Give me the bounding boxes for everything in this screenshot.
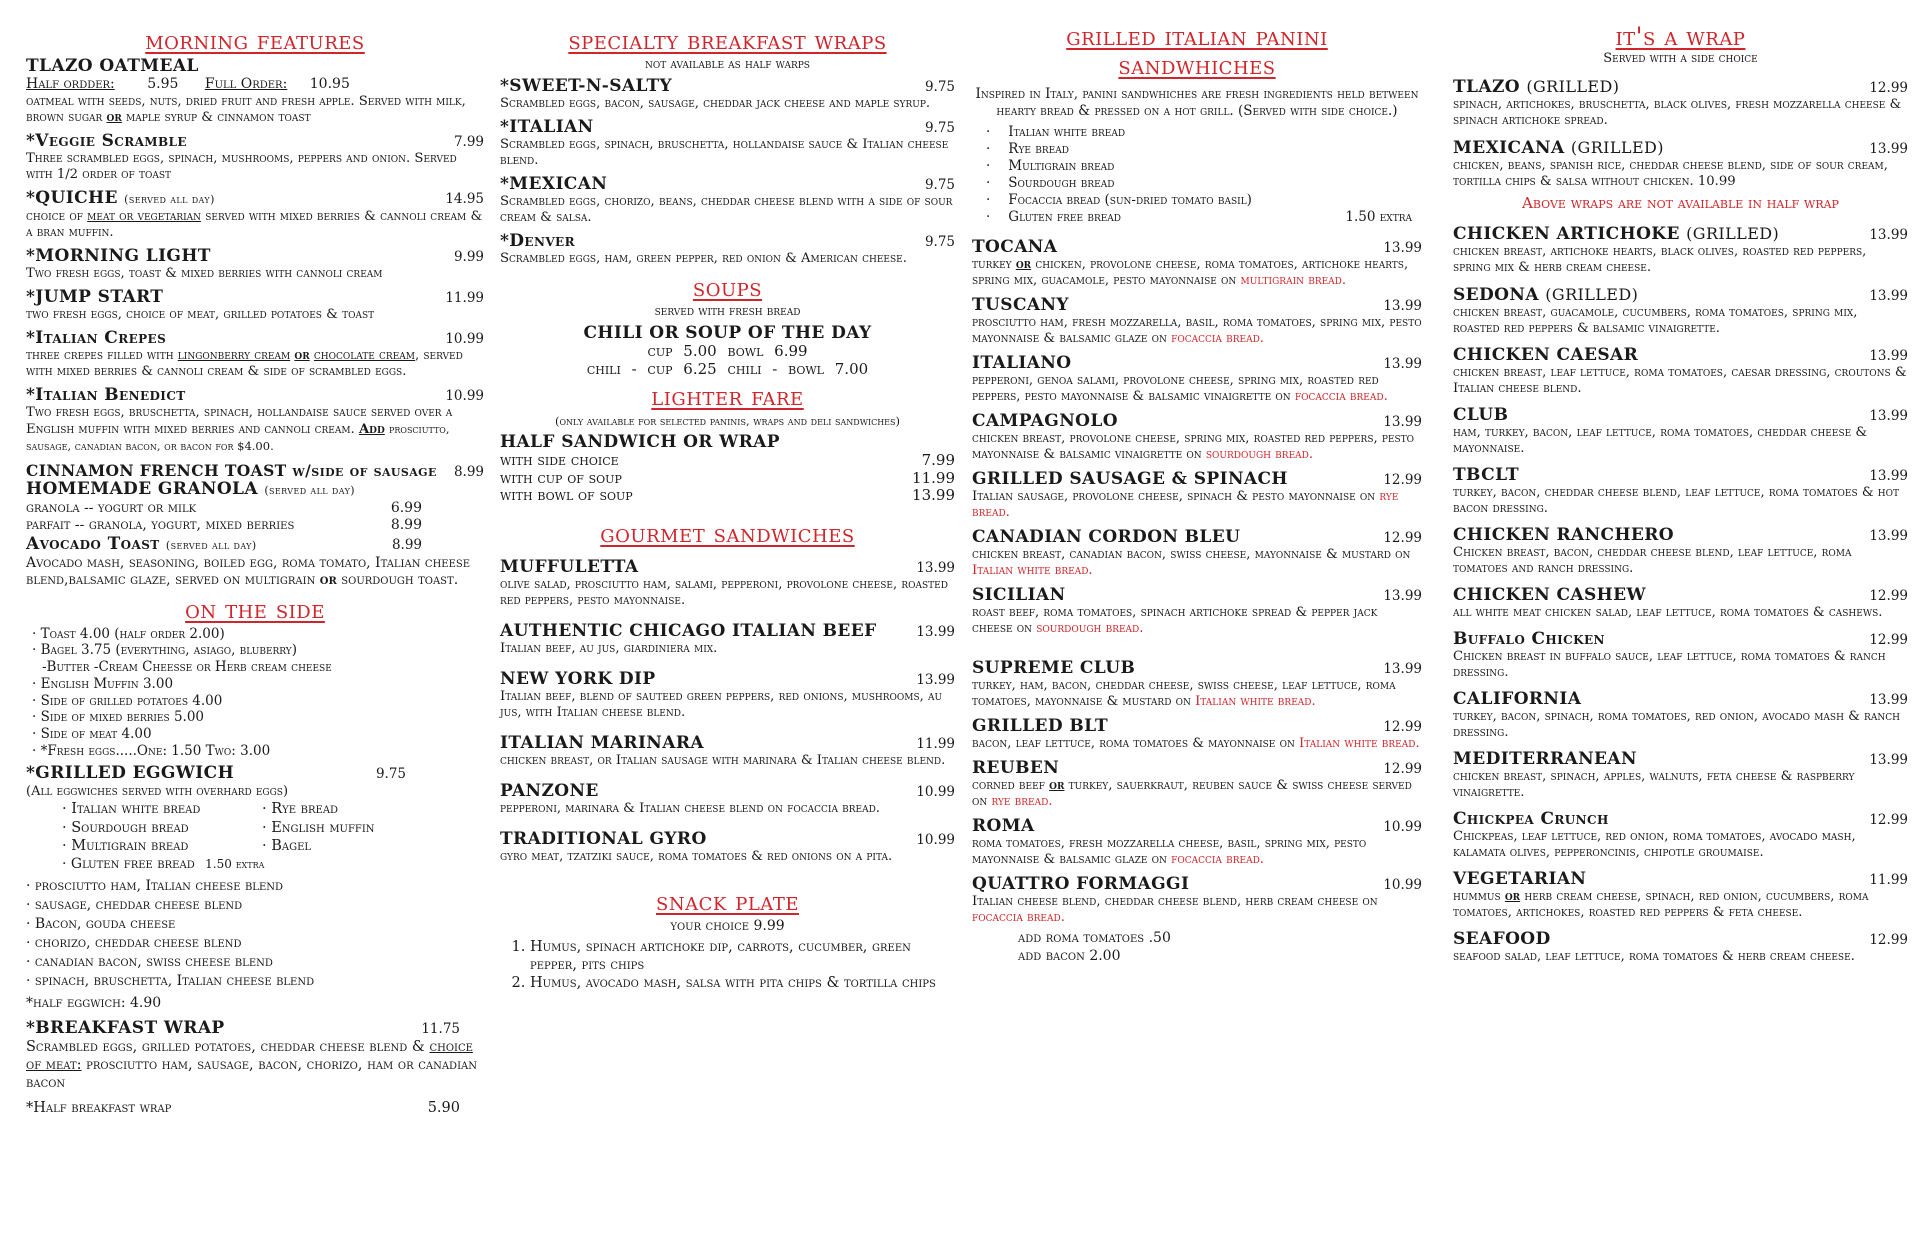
menu-item: ITALIANO 13.99 pepperoni, genoa salami, provolone cheese, spring mix, roasted red peppers, pesto mayonnaise & balsamic vinaigrette on focaccia bread. bbox=[972, 353, 1422, 404]
list-item: · Side of meat 4.00 bbox=[32, 726, 152, 743]
menu-item: NEW YORK DIP 13.99 Italian beef, blend of sauteed green peppers, red onions, mushrooms, au jus, with Italian cheese blend. bbox=[500, 668, 955, 720]
list-item: · Multigrain bread bbox=[992, 158, 1422, 175]
eggwich-fillings: · prosciutto ham, Italian cheese blend · sausage, cheddar cheese blend · Bacon, gouda cheese · chorizo, cheddar cheese blend · canadian bacon, swiss cheese blend · spinach, bruschetta, Italian cheese blend bbox=[26, 878, 315, 990]
menu-item: Chickpea Crunch 12.99 Chickpeas, leaf lettuce, red onion, roma tomatoes, avocado mash, kalamata olives, pepperoncinis, chipotle groumaise. bbox=[1453, 809, 1908, 860]
list-item: · Gluten free bread 1.50 extra bbox=[992, 209, 1422, 226]
menu-item: SUPREME CLUB 13.99 turkey, ham, bacon, cheddar cheese, swiss cheese, leaf lettuce, roma tomatoes, mayonnaise & mustard on Italian white bread. bbox=[972, 658, 1422, 709]
snack-list bbox=[500, 938, 955, 992]
item-name: TLAZO OATMEAL bbox=[26, 56, 199, 76]
menu-item: *QUICHE (served all day) 14.95 choice of meat or vegetarian served with mixed berries & cannoli cream & a bran muffin. bbox=[26, 187, 484, 240]
menu-item: TRADITIONAL GYRO 10.99 gyro meat, tzatziki sauce, roma tomatoes & red onions on a pita. bbox=[500, 828, 955, 864]
menu-item: CALIFORNIA 13.99 turkey, bacon, spinach, roma tomatoes, red onion, avocado mash & ranch dressing. bbox=[1453, 689, 1908, 740]
soups-block: CHILI OR SOUP OF THE DAY cup 5.00 bowl 6.99 chili - cup 6.25 chili - bowl 7.00 bbox=[583, 323, 872, 378]
menu-item: TOCANA 13.99 turkey or chicken, provolone cheese, roma tomatoes, artichoke hearts, spring mix, guacamole, pesto mayonnaise on multigrain bread. bbox=[972, 237, 1422, 288]
menu-item: CANADIAN CORDON BLEU 12.99 chicken breast, canadian bacon, swiss cheese, mayonnaise & mustard on Italian white bread. bbox=[972, 527, 1422, 578]
seafood-item: SEAFOOD 12.99 seafood salad, leaf lettuce, roma tomatoes & herb cream cheese. bbox=[1453, 929, 1908, 964]
list-item: · Toast 4.00 (half order 2.00) bbox=[32, 625, 225, 642]
list-item: · Side of mixed berries 5.00 bbox=[32, 709, 205, 726]
list-item: · Focaccia bread (sun-dried tomato basil) bbox=[992, 192, 1422, 209]
menu-item: MEDITERRANEAN 13.99 chicken breast, spinach, apples, walnuts, feta cheese & raspberry vinaigrette. bbox=[1453, 749, 1908, 800]
list-item: · *Fresh eggs.....One: 1.50 Two: 3.00 bbox=[32, 743, 271, 760]
column-panini: grilled italian panini sandwhiches Inspired in Italy, panini sandwhiches are fresh ingredients held between hearty bread & pressed on a hot grill. (Served with side choice.) · Italian white bread · Rye bread · Multigrain bread · Sourdough bread · Focaccia bread (sun-dried tomato basil) · Gluten free bread 1.50 extra TOCANA 13.99 turkey or chicken, provolone cheese, roma tomatoes, artichoke hearts, spring mix, guacamole, pesto mayonnaise on multigrain bread. TUSCANY 13.99 prosciutto ham, fresh mozzarella, basil, roma tomatoes, spring mix, pesto mayonnaise & balsamic glaze on focaccia bread. ITALIANO 13.99 pepperoni, genoa salami, provolone cheese, spring mix, roasted red peppers, pesto mayonnaise & balsamic vinaigrette on focaccia bread. CAMPAGNOLO 13.99 chicken breast, provolone cheese, spring mix, roasted red peppers, pesto mayonnaise & balsamic vinaigrette on sourdough bread. GRILLED SAUSAGE & SPINACH 12.99 Italian sausage, provolone cheese, spinach & pesto mayonnaise on rye bread. CANADIAN CORDON BLEU 12.99 chicken breast, canadian bacon, swiss cheese, mayonnaise & mustard on Italian white bread. SICILIAN 13.99 roast beef, roma tomatoes, spinach artichoke spread & pepper jack cheese on sourdough bread. SUPREME CLUB 13.99 turkey, ham, bacon, cheddar cheese, swiss cheese, leaf lettuce, roma tomatoes, mayonnaise & mustard on Italian white bread. GRILLED BLT 12.99 bacon, leaf lettuce, roma tomatoes & mayonnaise on Italian white bread. REUBEN 12.99 corned beef or turkey, sauerkraut, reuben sauce & swiss cheese served on rye bread. ROMA 10.99 roma tomatoes, fresh mozzarella cheese, basil, spring mix, pesto mayonnaise & balsamic glaze on focaccia bread. QUATTRO FORMAGGI 10.99 Italian cheese blend, cheddar cheese blend, herb cream cheese on focaccia bread. add roma tomatoes .50 add bacon 2.00 bbox=[972, 22, 1422, 972]
menu-item: CHICKEN CASHEW 12.99 all white meat chicken salad, leaf lettuce, roma tomatoes & cashews. bbox=[1453, 585, 1908, 620]
lighter-fare-block: HALF SANDWICH OR WRAP with side choice 7.99 with cup of soup 11.99 with bowl of soup 13.99 bbox=[500, 432, 955, 504]
menu-item: *JUMP START 11.99 two fresh eggs, choice of meat, grilled potatoes & toast bbox=[26, 286, 484, 322]
menu-item: REUBEN 12.99 corned beef or turkey, sauerkraut, reuben sauce & swiss cheese served on rye bread. bbox=[972, 758, 1422, 809]
oatmeal-item bbox=[26, 57, 484, 126]
menu-item: *SWEET-N-SALTY 9.75 Scrambled eggs, bacon, sausage, cheddar jack cheese and maple syrup. bbox=[500, 76, 955, 111]
bread-choices: · Italian white bread · Rye bread · Sourdough bread · English muffin · Multigrain bread · Bagel bbox=[62, 801, 375, 855]
snack-plate-title: snack plate bbox=[656, 886, 799, 916]
menu-item: GRILLED BLT 12.99 bacon, leaf lettuce, roma tomatoes & mayonnaise on Italian white bread. bbox=[972, 716, 1422, 751]
menu-item: Buffalo Chicken 12.99 Chicken breast in buffalo sauce, leaf lettuce, roma tomatoes & ranch dressing. bbox=[1453, 629, 1908, 680]
sides-list bbox=[26, 626, 484, 760]
avocado-toast-item: Avocado Toast (served all day) 8.99 Avocado mash, seasoning, boiled egg, roma tomato, Italian cheese blend,balsamic glaze, served on multigrain or sourdough toast. bbox=[26, 533, 471, 588]
french-toast-item: CINNAMON FRENCH TOAST w/side of sausage 8.99 bbox=[26, 460, 484, 480]
column-wraps-sandwiches: specialty breakfast wraps not available as half warps *SWEET-N-SALTY 9.75 Scrambled eggs, bacon, sausage, cheddar jack cheese and maple syrup. *ITALIAN 9.75 Scrambled eggs, spinach, bruschetta, hollandaise sauce & Italian cheese blend. *MEXICAN 9.75 Scrambled eggs, chorizo, beans, cheddar cheese blend with a side of sour cream & salsa. *Denver 9.75 Scrambled eggs, ham, green pepper, red onion & American cheese. soups served with fresh bread CHILI OR SOUP OF THE DAY cup 5.00 bowl 6.99 chili - cup 6.25 chili - bowl 7.00 lighter fare (only available for selected paninis, wraps and deli sandwiches) HALF SANDWICH OR WRAP with side choice 7.99 with cup of soup 11.99 with bowl of soup 13.99 gourmet sandwiches MUFFULETTA 13.99 olive salad, prosciutto ham, salami, pepperoni, provolone cheese, roasted red peppers, pesto mayonnaise. AUTHENTIC CHICAGO ITALIAN BEEF 13.99 Italian beef, au jus, giardiniera mix. NEW YORK DIP 13.99 Italian beef, blend of sauteed green peppers, red onions, mushrooms, au jus, with Italian cheese blend. ITALIAN MARINARA 11.99 chicken breast, or Italian sausage with marinara & Italian cheese blend. PANZONE 10.99 pepperoni, marinara & Italian cheese blend on focaccia bread. TRADITIONAL GYRO 10.99 gyro meat, tzatziki sauce, roma tomatoes & red onions on a pita. snack plate your choice 9.99 1. Humus, spinach artichoke dip, carrots, cucumber, green pepper, pits chips 2. Humus, avocado mash, salsa with pita chips & tortilla chips bbox=[500, 22, 955, 992]
list-item: · Rye bread bbox=[992, 141, 1422, 158]
menu-item: AUTHENTIC CHICAGO ITALIAN BEEF 13.99 Italian beef, au jus, giardiniera mix. bbox=[500, 620, 955, 656]
breakfast-wrap-item: *BREAKFAST WRAP 11.75 Scrambled eggs, grilled potatoes, cheddar cheese blend & choice of meat: prosciutto ham, sausage, bacon, chorizo, ham or canadian bacon *Half breakfast wrap 5.90 bbox=[26, 1017, 477, 1116]
column-wraps: it's a wrap Served with a side choice TLAZO (GRILLED) 12.99 spinach, artichokes, bruschetta, black olives, fresh mozzarella cheese & spinach artichoke spread. MEXICANA (GRILLED) 13.99 chicken, beans, spanish rice, cheddar cheese blend, side of sour cream, tortilla chips & salsa without chicken. 10.99 Above wraps are not available in half wrap CHICKEN ARTICHOKE (GRILLED) 13.99 chicken breast, artichoke hearts, black olives, roasted red peppers, spring mix & herb cream cheese. SEDONA (GRILLED) 13.99 chicken breast, guacamole, cucumbers, roma tomatoes, spring mix, roasted red peppers & balsamic vinaigrette. CHICKEN CAESAR 13.99 chicken breast, leaf lettuce, roma tomatoes, caesar dressing, croutons & Italian cheese blend. CLUB 13.99 ham, turkey, bacon, leaf lettuce, roma tomatoes, cheddar cheese & mayonnaise. TBCLT 13.99 turkey, bacon, cheddar cheese blend, leaf lettuce, roma tomatoes & hot bacon dressing. CHICKEN RANCHERO 13.99 Chicken breast, bacon, cheddar cheese blend, leaf lettuce, roma tomatoes and ranch dressing. CHICKEN CASHEW 12.99 all white meat chicken salad, leaf lettuce, roma tomatoes & cashews. Buffalo Chicken 12.99 Chicken breast in buffalo sauce, leaf lettuce, roma tomatoes & ranch dressing. CALIFORNIA 13.99 turkey, bacon, spinach, roma tomatoes, red onion, avocado mash & ranch dressing. MEDITERRANEAN 13.99 chicken breast, spinach, apples, walnuts, feta cheese & raspberry vinaigrette. Chickpea Crunch 12.99 Chickpeas, leaf lettuce, red onion, roma tomatoes, avocado mash, kalamata olives, pepperoncinis, chipotle groumaise. VEGETARIAN 11.99 hummus or herb cream cheese, spinach, red onion, cucumbers, roma tomatoes, artichokes, roasted red peppers & feta cheese. SEAFOOD 12.99 seafood salad, leaf lettuce, roma tomatoes & herb cream cheese. bbox=[1453, 22, 1908, 964]
menu-item: ITALIAN MARINARA 11.99 chicken breast, or Italian sausage with marinara & Italian cheese blend. bbox=[500, 732, 955, 768]
item-desc: oatmeal with seeds, nuts, dried fruit and fresh apple. Served with milk, brown sugar or maple syrup & cinnamon toast bbox=[26, 93, 466, 125]
oatmeal-prices: Half ordder: 5.95 Full Order: 10.95 bbox=[26, 76, 350, 92]
addon: add bacon 2.00 bbox=[1018, 947, 1121, 964]
menu-item: TUSCANY 13.99 prosciutto ham, fresh mozzarella, basil, roma tomatoes, spring mix, pesto mayonnaise & balsamic glaze on focaccia bread. bbox=[972, 295, 1422, 346]
column-morning bbox=[26, 22, 484, 1117]
granola-item: HOMEMADE GRANOLA (served all day) granola -- yogurt or milk 6.99 parfait -- granola, yogurt, mixed berries 8.99 bbox=[26, 478, 422, 533]
eggwich-item: *GRILLED EGGWICH 9.75 (All eggwiches served with overhard eggs) · Italian white bread · Rye bread · Sourdough bread · English muffin · Multigrain bread · Bagel · Gluten free bread 1.50 extra · prosciutto ham, Italian cheese blend · sausage, cheddar cheese blend · Bacon, gouda cheese · chorizo, cheddar cheese blend · canadian bacon, swiss cheese blend · spinach, bruschetta, Italian cheese blend *half eggwich: 4.90 bbox=[26, 764, 484, 1013]
list-item: · Sourdough bread bbox=[992, 175, 1422, 192]
menu-item: *Denver 9.75 Scrambled eggs, ham, green pepper, red onion & American cheese. bbox=[500, 231, 955, 266]
list-item: 2. Humus, avocado mash, salsa with pita chips & tortilla chips bbox=[530, 974, 955, 992]
menu-item: MUFFULETTA 13.99 olive salad, prosciutto ham, salami, pepperoni, provolone cheese, roasted red peppers, pesto mayonnaise. bbox=[500, 556, 955, 608]
menu-item: *Italian Benedict 10.99 Two fresh eggs, bruschetta, spinach, hollandaise sauce served over a English muffin with mixed berries and cannoli cream. Add prosciutto, sausage, canadian bacon, or bacon for $4.00. bbox=[26, 384, 484, 453]
not-half-notice: Above wraps are not available in half wrap bbox=[1522, 194, 1839, 212]
menu-item: TLAZO (GRILLED) 12.99 spinach, artichokes, bruschetta, black olives, fresh mozzarella cheese & spinach artichoke spread. bbox=[1453, 77, 1908, 128]
menu-item: *MEXICAN 9.75 Scrambled eggs, chorizo, beans, cheddar cheese blend with a side of sour cream & salsa. bbox=[500, 174, 955, 225]
menu-item: CHICKEN ARTICHOKE (GRILLED) 13.99 chicken breast, artichoke hearts, black olives, roasted red peppers, spring mix & herb cream cheese. bbox=[1453, 224, 1908, 275]
list-item: 1. Humus, spinach artichoke dip, carrots, cucumber, green pepper, pits chips bbox=[530, 938, 955, 974]
menu-item: SICILIAN 13.99 roast beef, roma tomatoes, spinach artichoke spread & pepper jack cheese on sourdough bread. bbox=[972, 585, 1422, 636]
menu-item: GRILLED SAUSAGE & SPINACH 12.99 Italian sausage, provolone cheese, spinach & pesto mayonnaise on rye bread. bbox=[972, 469, 1422, 520]
list-item: · English Muffin 3.00 bbox=[32, 675, 174, 692]
menu-item: CLUB 13.99 ham, turkey, bacon, leaf lettuce, roma tomatoes, cheddar cheese & mayonnaise. bbox=[1453, 405, 1908, 456]
on-the-side-title: on the side bbox=[185, 594, 325, 624]
menu-item: *Italian Crepes 10.99 three crepes filled with lingonberry cream or chocolate cream, served with mixed berries & cannoli cream & side of scrambled eggs. bbox=[26, 327, 484, 379]
list-item: -Butter -Cream Cheesse or Herb cream cheese bbox=[42, 659, 332, 676]
menu-item: CAMPAGNOLO 13.99 chicken breast, provolone cheese, spring mix, roasted red peppers, pesto mayonnaise & balsamic vinaigrette on sourdough bread. bbox=[972, 411, 1422, 462]
menu-item: CHICKEN CAESAR 13.99 chicken breast, leaf lettuce, roma tomatoes, caesar dressing, croutons & Italian cheese blend. bbox=[1453, 345, 1908, 396]
menu-item: *Veggie Scramble 7.99 Three scrambled eggs, spinach, mushrooms, peppers and onion. Served with 1/2 order of toast bbox=[26, 130, 484, 182]
lighter-fare-title: lighter fare bbox=[651, 382, 804, 411]
menu-item: QUATTRO FORMAGGI 10.99 Italian cheese blend, cheddar cheese blend, herb cream cheese on focaccia bread. add roma tomatoes .50 add bacon 2.00 bbox=[972, 874, 1422, 964]
morning-features-title: morning features bbox=[145, 26, 365, 55]
menu-item: TBCLT 13.99 turkey, bacon, cheddar cheese blend, leaf lettuce, roma tomatoes & hot bacon dressing. bbox=[1453, 465, 1908, 516]
menu-item: SEDONA (GRILLED) 13.99 chicken breast, guacamole, cucumbers, roma tomatoes, spring mix, roasted red peppers & balsamic vinaigrette. bbox=[1453, 285, 1908, 336]
menu-item: CHICKEN RANCHERO 13.99 Chicken breast, bacon, cheddar cheese blend, leaf lettuce, roma tomatoes and ranch dressing. bbox=[1453, 525, 1908, 576]
panini-title-line2: sandwhiches bbox=[1118, 51, 1276, 80]
menu-item: *ITALIAN 9.75 Scrambled eggs, spinach, bruschetta, hollandaise sauce & Italian cheese blend. bbox=[500, 117, 955, 168]
breakfast-wraps-title: specialty breakfast wraps bbox=[568, 26, 887, 55]
menu-item: MEXICANA (GRILLED) 13.99 chicken, beans, spanish rice, cheddar cheese blend, side of sour cream, tortilla chips & salsa without chicken. 10.99 bbox=[1453, 138, 1908, 189]
list-item: · Italian white bread bbox=[992, 124, 1422, 141]
addon: add roma tomatoes .50 bbox=[1018, 930, 1171, 946]
its-a-wrap-title: it's a wrap bbox=[1615, 22, 1746, 51]
soups-title: soups bbox=[692, 273, 763, 302]
gourmet-sandwiches-title: gourmet sandwiches bbox=[600, 518, 855, 548]
list-item: · Side of grilled potatoes 4.00 bbox=[32, 692, 223, 709]
list-item: · Bagel 3.75 (everything, asiago, bluberry) bbox=[32, 642, 298, 659]
panini-title: grilled italian panini bbox=[1066, 22, 1328, 51]
menu-item: PANZONE 10.99 pepperoni, marinara & Italian cheese blend on focaccia bread. bbox=[500, 780, 955, 816]
vegetarian-item: VEGETARIAN 11.99 hummus or herb cream cheese, spinach, red onion, cucumbers, roma tomatoes, artichokes, roasted red peppers & feta cheese. bbox=[1453, 869, 1908, 920]
menu-item: *MORNING LIGHT 9.99 Two fresh eggs, toast & mixed berries with cannoli cream bbox=[26, 245, 484, 281]
panini-breads bbox=[972, 124, 1422, 226]
menu-item: ROMA 10.99 roma tomatoes, fresh mozzarella cheese, basil, spring mix, pesto mayonnaise & balsamic glaze on focaccia bread. bbox=[972, 816, 1422, 867]
